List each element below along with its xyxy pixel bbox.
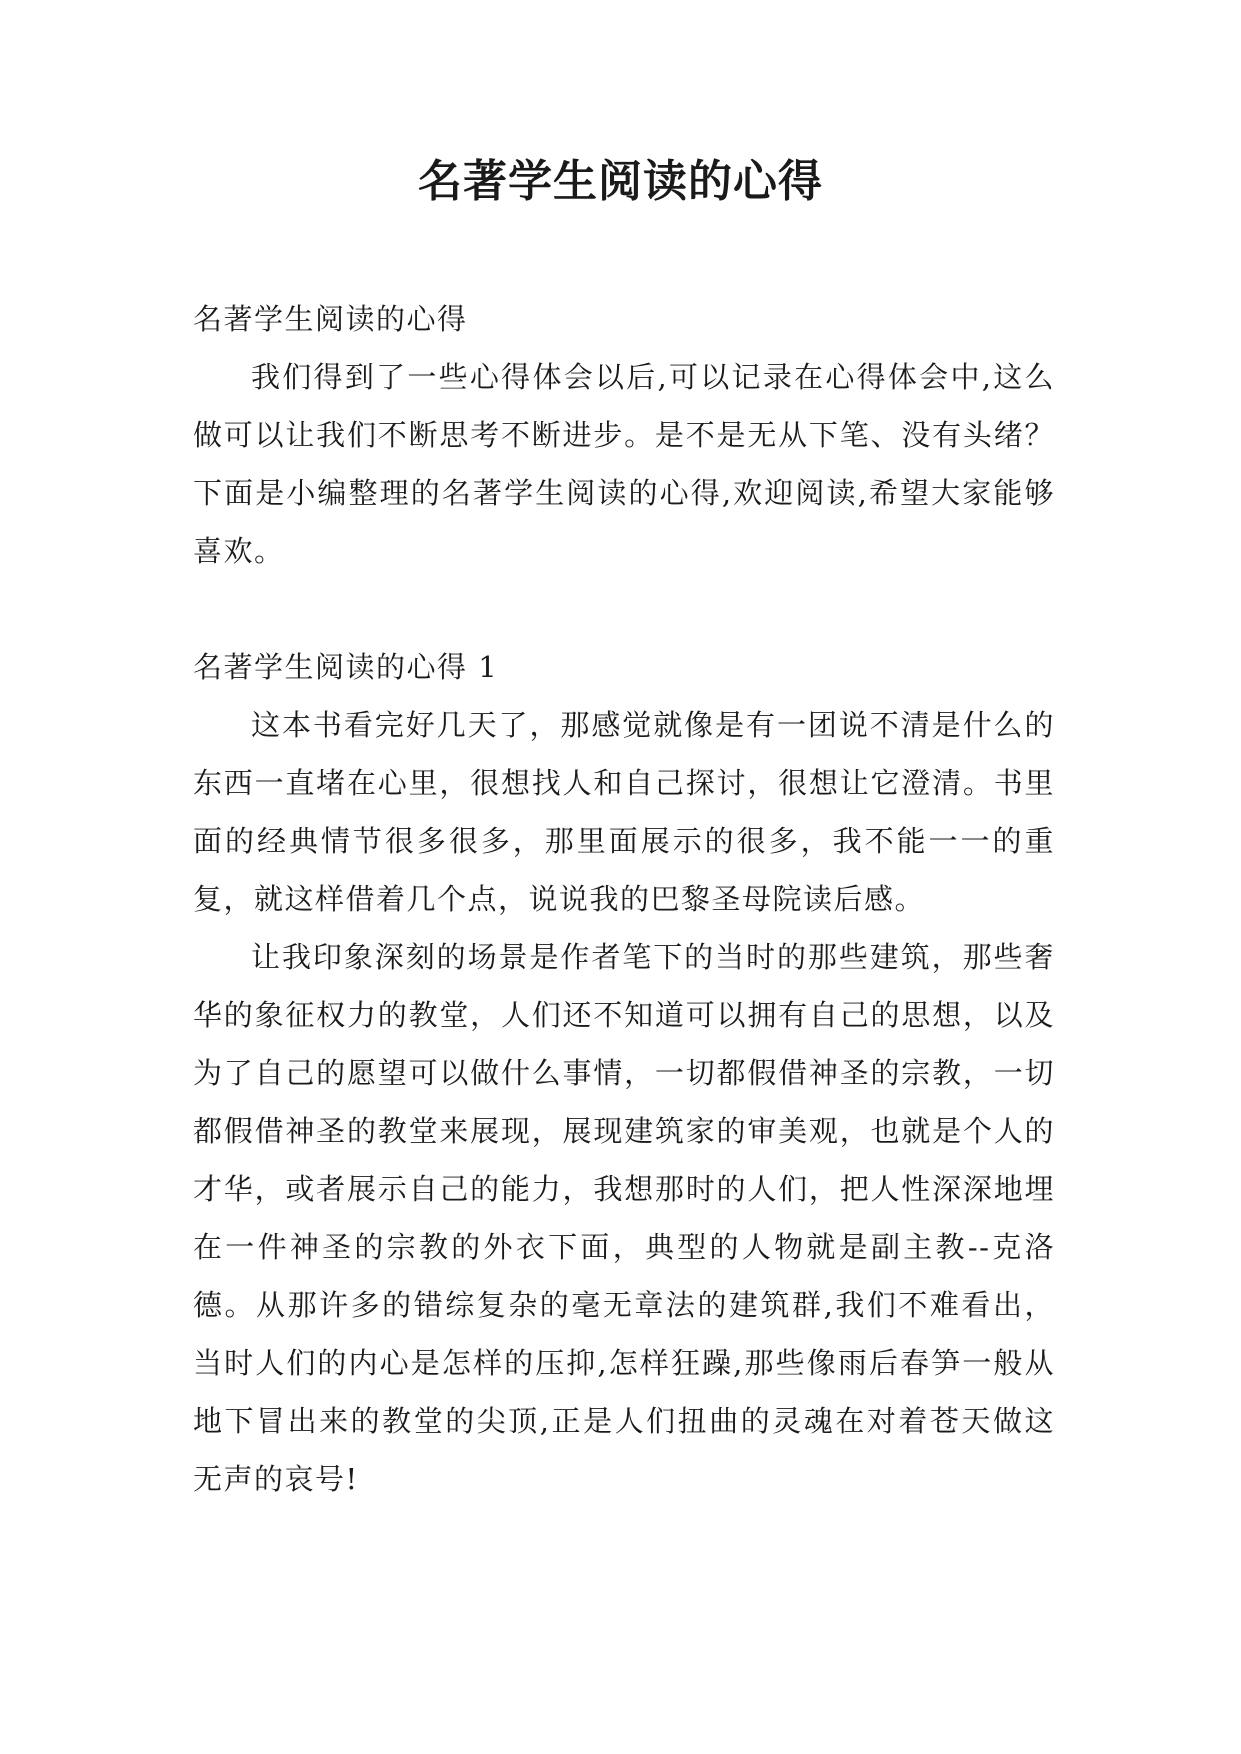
section-1-paragraph-2: 让我印象深刻的场景是作者笔下的当时的那些建筑，那些奢华的象征权力的教堂，人们还不知道可以拥有自己的思想，以及为了自己的愿望可以做什么事情，一切都假借神圣的宗教，一切都假借神圣的教堂来展现，展现建筑家的审美观，也就是个人的才华，或者展示自己的能力，我想那时的人们，把人性深深地埋在一件神圣的宗教的外衣下面，典型的人物就是副主教--克洛德。从那许多的错综复杂的毫无章法的建筑群,我们不难看出，当时人们的内心是怎样的压抑,怎样狂躁,那些像雨后春笋一般从地下冒出来的教堂的尖顶,正是人们扭曲的灵魂在对着苍天做这无声的哀号! [193,940,1055,1496]
intro-heading: 名著学生阅读的心得 [193,302,468,336]
document-body [193,290,1055,1508]
section-spacer [193,580,1055,638]
section-1-heading: 名著学生阅读的心得 1 [193,650,499,684]
document-title: 名著学生阅读的心得 [418,156,823,207]
intro-paragraph: 我们得到了一些心得体会以后,可以记录在心得体会中,这么做可以让我们不断思考不断进步。是不是无从下笔、没有头绪？下面是小编整理的名著学生阅读的心得,欢迎阅读,希望大家能够喜欢。 [193,360,1055,568]
section-1-paragraph-1: 这本书看完好几天了，那感觉就像是有一团说不清是什么的东西一直堵在心里，很想找人和自己探讨，很想让它澄清。书里面的经典情节很多很多，那里面展示的很多，我不能一一的重复，就这样借着几个点，说说我的巴黎圣母院读后感。 [193,708,1055,916]
